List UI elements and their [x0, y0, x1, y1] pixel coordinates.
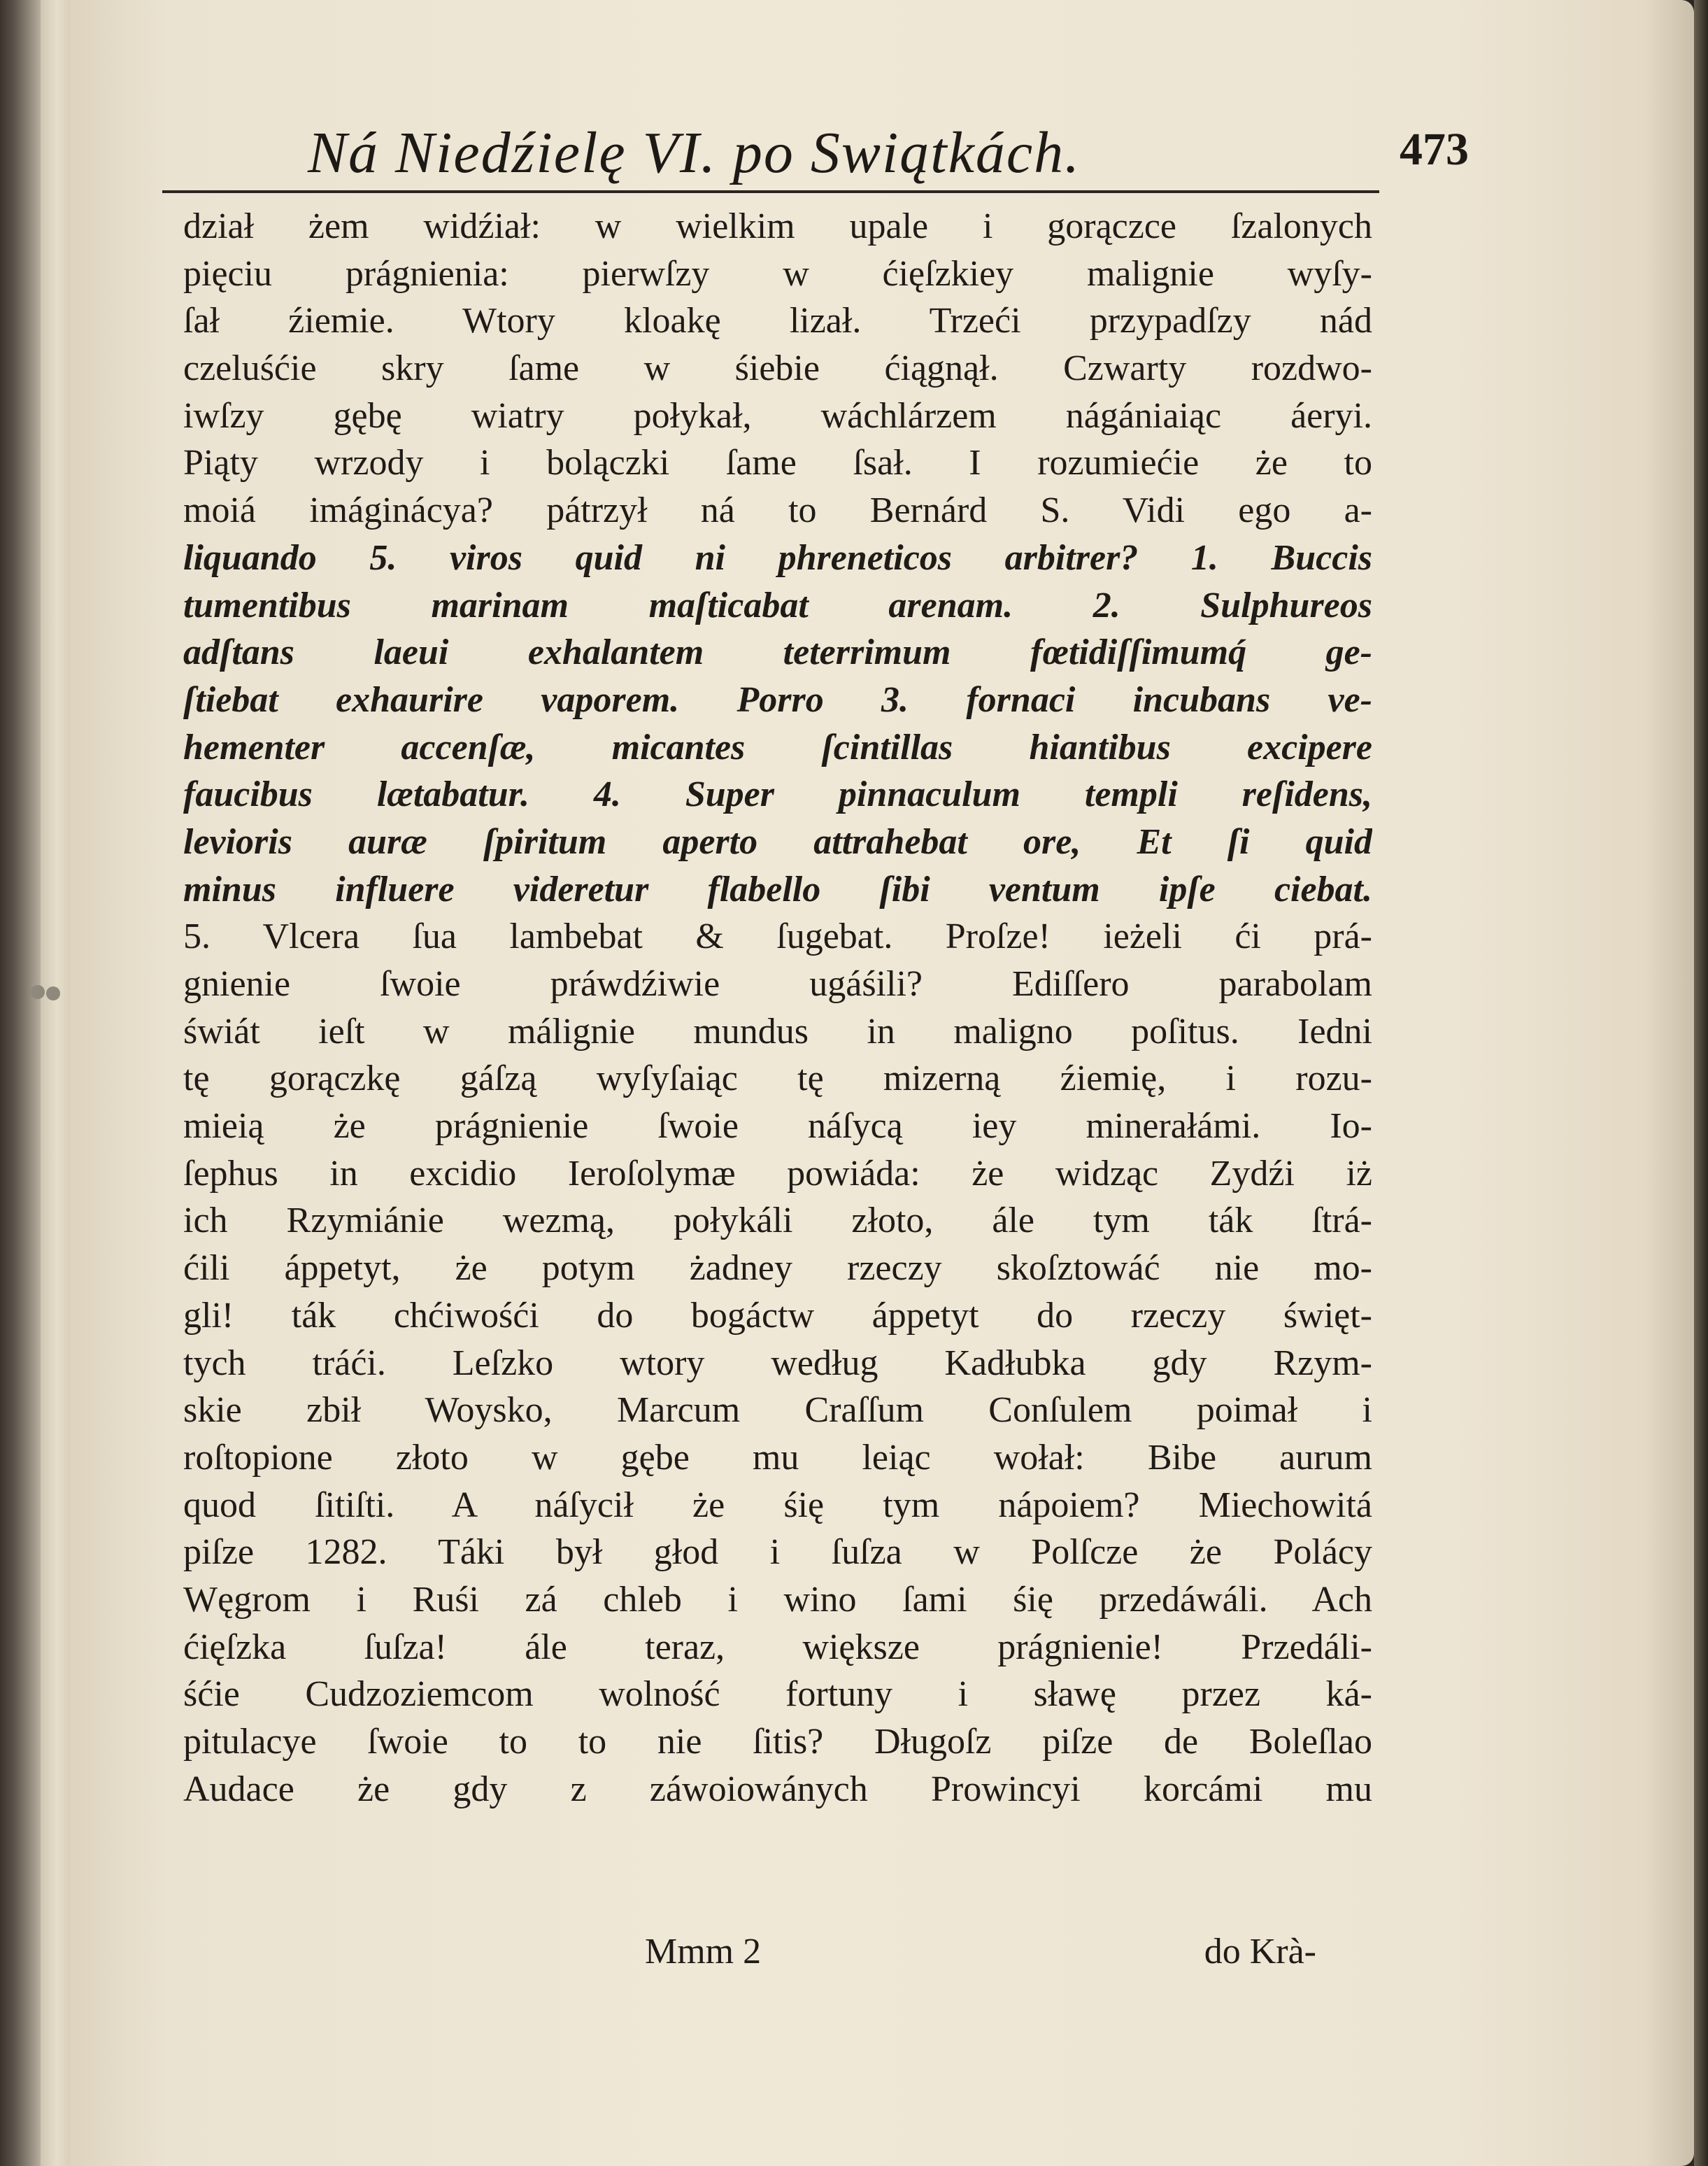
text-line: ich Rzymiánie wezmą, połykáli złoto, ále tym ták ſtrá-: [183, 1201, 1372, 1241]
text-line: Węgrom i Ruśi zá chleb i wino ſami śię przedáwáli. Ach: [183, 1579, 1372, 1620]
text-line: dział żem widźiał: w wielkim upale i gorączce ſzalonych: [183, 206, 1372, 246]
text-line-latin: tumentibus marinam maſticabat arenam. 2. Sulphureos: [183, 585, 1372, 625]
text-line: ſephus in excidio Ieroſolymæ powiáda: że widząc Zydźi iż: [183, 1153, 1372, 1194]
text-line-latin: liquando 5. viros quid ni phreneticos arbitrer? 1. Buccis: [183, 537, 1372, 578]
page-right-shadow: [1694, 0, 1708, 2166]
text-line: tych tráći. Leſzko wtory według Kadłubka gdy Rzym-: [183, 1343, 1372, 1383]
text-line: moiá imáginácya? pátrzył ná to Bernárd S. Vidi ego a-: [183, 490, 1372, 531]
text-line-latin: ſtiebat exhaurire vaporem. Porro 3. fornaci incubans ve-: [183, 679, 1372, 720]
catchword: do Krà-: [1204, 1932, 1316, 1972]
text-line-latin: adſtans laeui exhalantem teterrimum fœtidiſſimumq́ ge-: [183, 632, 1372, 673]
text-line: gnienie ſwoie práwdźiwie ugáśili? Ediſſero parabolam: [183, 964, 1372, 1004]
header-rule: [162, 190, 1379, 193]
text-line: 5. Vlcera ſua lambebat & ſugebat. Proſze! ieżeli ći prá-: [183, 916, 1372, 957]
text-line: pitulacye ſwoie to to nie ſitis? Długoſz piſze de Boleſlao: [183, 1722, 1372, 1762]
text-line: Audace że gdy z záwoiowánych Prowincyi korcámi mu: [183, 1769, 1372, 1809]
text-line: ſał źiemie. Wtory kloakę lizał. Trzeći przypadſzy nád: [183, 301, 1372, 341]
text-line: skie zbił Woysko, Marcum Craſſum Conſulem poimał i: [183, 1390, 1372, 1431]
text-line: gli! ták chćiwośći do bogáctw áppetyt do rzeczy święt-: [183, 1295, 1372, 1336]
text-line-latin: minus influere videretur flabello ſibi ventum ipſe ciebat.: [183, 869, 1372, 909]
text-line: ćili áppetyt, że potym żadney rzeczy skoſztowáć nie mo-: [183, 1248, 1372, 1289]
text-line: piſze 1282. Táki był głod i ſuſza w Polſcze że Polácy: [183, 1532, 1372, 1573]
text-line-latin: faucibus lætabatur. 4. Super pinnaculum templi reſidens,: [183, 774, 1372, 815]
body-text: [183, 203, 1372, 1813]
text-line: iwſzy gębę wiatry połykał, wáchlárzem nágániaiąc áeryi.: [183, 395, 1372, 436]
text-line: mieią że prágnienie ſwoie náſycą iey minerałámi. Io-: [183, 1106, 1372, 1147]
text-line: roſtopione złoto w gębe mu leiąc wołał: Bibe aurum: [183, 1437, 1372, 1478]
book-edge: [41, 0, 71, 2166]
text-line-latin: levioris auræ ſpiritum aperto attrahebat ore, Et ſi quid: [183, 821, 1372, 862]
binding-hole: [46, 986, 60, 1000]
running-head: Ná Niedźielę VI. po Swiątkách.: [308, 120, 1081, 185]
text-line: śćie Cudzoziemcom wolność fortuny i sławę przez ká-: [183, 1674, 1372, 1715]
text-line: świát ieſt w málignie mundus in maligno poſitus. Iedni: [183, 1011, 1372, 1052]
signature-mark: Mmm 2: [645, 1932, 762, 1972]
scan-left-edge: [0, 0, 41, 2166]
text-line: quod ſitiſti. A náſycił że śię tym nápoiem? Miechowitá: [183, 1485, 1372, 1525]
binding-hole: [31, 985, 45, 999]
text-line: Piąty wrzody i bolączki ſame ſsał. I rozumiećie że to: [183, 443, 1372, 483]
text-line: pięciu prágnienia: pierwſzy w ćięſzkiey malignie wyſy-: [183, 253, 1372, 294]
text-line: czeluśćie skry ſame w śiebie ćiągnął. Czwarty rozdwo-: [183, 348, 1372, 389]
text-line: ćięſzka ſuſza! ále teraz, większe prágnienie! Przedáli-: [183, 1627, 1372, 1667]
page-footer: [183, 1931, 1372, 1987]
text-line-latin: hementer accenſæ, micantes ſcintillas hiantibus excipere: [183, 727, 1372, 767]
page-number: 473: [1400, 124, 1469, 175]
page-header: [308, 119, 1469, 196]
text-line: tę gorączkę gáſzą wyſyſaiąc tę mizerną źiemię, i rozu-: [183, 1059, 1372, 1099]
